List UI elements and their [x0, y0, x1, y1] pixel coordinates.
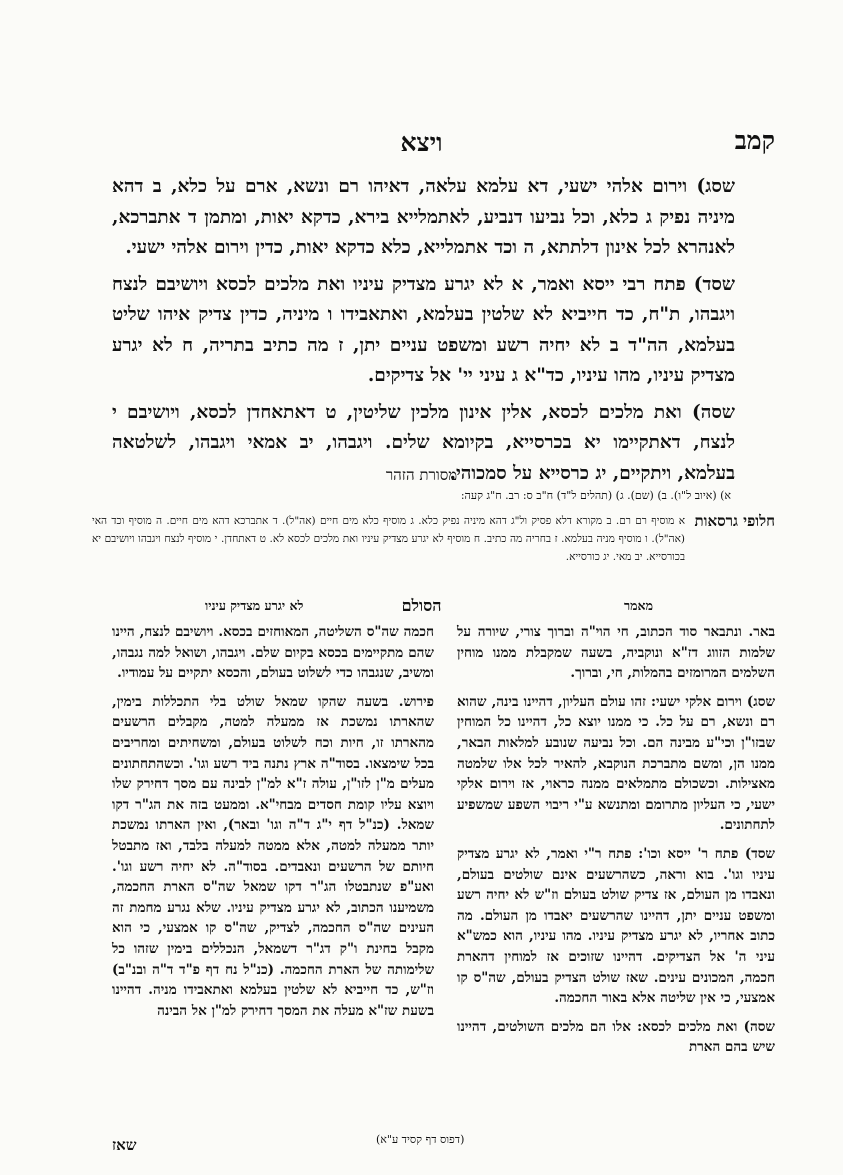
catchword: שאז [112, 1136, 137, 1154]
sulam-left-column [112, 622, 434, 1029]
sulam-paragraph: חכמה שה"ס השליטה, המאוחזים בכסא. ויושיבם לנצח, היינו שהם מתקיימים בכסא בקיום שלם. ויגבהו, ושואל למה נגבהו, ומשיב, שנגבהו כדי לשלוט בעולם, והכסא יתקיים על עמודיו. [112, 624, 434, 682]
sulam-paragraph: שסד) פתח ר' ייסא וכו': פתח ר"י ואמר, לא יגרע מצדיק עיניו וגו'. בוא וראה, כשהרשעים אינם שולטים בעולם, ונאבדו מן העולם, אז צדיק שולט בעולם וז"ש לא יחיה רשע ומשפט עניים יתן, דהיינו שהרשעים יאבדו מן העולם. מה כתוב אחריו, לא יגרע מצדיק עיניו. מהו עיניו, הוא כמש"א עיני ה' אל הצדיקים. דהיינו שזוכים אז למוחין דהארת חכמה, המכונים עינים. שאז שולט הצדיק בעולם, שה"ס קו אמצעי, כי אין שליטה אלא באור החכמה. [457, 845, 775, 1007]
sulam-paragraph: שסג) וירום אלקי ישעי: זהו עולם העליון, דהיינו בינה, שהוא רם ונשא, רם על כל. כי ממנו יוצא כל, דהיינו כל המוחין שבזו"ן וכי"ע מבינה הם. וכל נביעה שנובע למלאות הבאר, ממנו הן, ומשם מתברכת הנוקבא, להאיר לכל אלו שלמטה מאצילות. וכשכולם מתמלאים ממנה כראוי, אז וירום אלקי ישעי, כי העליון מתרומם ומתנשא ע"י ריבוי השפע שמשפיע לתחתונים. [457, 693, 775, 834]
girsaot-text: א מוסיף רם רם. ב מקורא דלא פסיק ול"ג דהא מיניה נפיק כלא. ג מוסיף כלא מים חיים (אה"ל). ד אתברכא דהא מים חיים. ה מוסיף וכד האי (אה"ל). ו מוסיף מניה בעלמא. ז בחריה מה כתיב. ח מוסיף לא יגרע מצדיק עיניו ואת מלכים לכסא לא. ט דאתחדן. י מוסיף לנצח ויגבהו ויושיבם יא בכורסייא. יב מאי. יג כורסייא. [92, 515, 685, 563]
paragraph-364: שסד) פתח רבי ייסא ואמר, א לא יגרע מצדיק עיניו ואת מלכים לכסא ויושיבם לנצח ויגבהו, ת"ח, כד חייביא לא שלטין בעלמא, ואתאבידו ו מיניה, כדין צדיק איהו שליט בעלמא, הה"ד ב לא יחיה רשע ומשפט עניים יתן, ז מה כתיב בתריה, ח לא יגרע מצדיק עיניו, מהו עיניו, כד"א ג עיני יי' אל צדיקים. [112, 273, 735, 386]
column-header-left: לא יגרע מצדיק עיניו [205, 598, 304, 613]
girsaot-title: חלופי גרסאות [694, 512, 775, 530]
mesorah-text: א) (איוב ל"ו). ב) (שם). ג) (תהלים ל"ד) ח"ב ס: רב. ח"ג קעה: [460, 489, 731, 502]
paragraph-363: שסג) וירום אלהי ישעי, דא עלמא עלאה, דאיהו רם ונשא, ארם על כלא, ב דהא מיניה נפיק ג כלא, וכל נביעו דנביע, לאתמלייא בירא, כדקא יאות, ומתמן ד אתברכא, לאנהרא לכל אינון דלתתא, ה וכד אתמלייא, כלא כדקא יאות, כדין וירום אלהי ישעי. [112, 176, 735, 258]
zohar-main-text [112, 172, 735, 495]
column-header-maamar: מאמר [624, 598, 653, 613]
sulam-paragraph: שסה) ואת מלכים לכסא: אלו הם מלכים השולטים, דהיינו שיש בהם הארת [457, 1018, 775, 1056]
page-number: קמב [734, 126, 775, 155]
column-header-sulam: הסולם [401, 596, 442, 615]
sulam-paragraph: באר. ונתבאר סוד הכתוב, חי הוי"ה וברוך צורי, שיורה על שלמות הזווג דז"א ונוקביה, בשעה שמקבלת ממנו מוחין השלמים המרומזים בהמלות, חי, וברוך. [457, 624, 775, 682]
parasha-title: ויצא [400, 128, 443, 157]
mesorah-title: מסורת הזהר [385, 466, 458, 484]
sulam-paragraph: פירוש. בשעה שהקו שמאל שולט בלי התכללות בימין, שהארתו נמשכת אז ממעלה למטה, מקבלים הרשעים מהארתו זו, חיות וכח לשלוט בעולם, ומשחיתים ומחריבים בכל שימצאו. בסוד"ה ארץ נתנה ביד רשע וגו'. וכשהתחתונים מעלים מ"ן לזו"ן, עולה ז"א למ"ן לבינה עם מסך דחירק שלו ויוצא עליו קומת חסדים מבחי"א. וממעט בזה את הג"ר דקו שמאל. (כנ"ל דף י"ג ד"ה וגו' ובאר), ואין הארתו נמשכת יותר ממעלה למטה, אלא ממטה למעלה בלבד, ואז מתבטל חיותם של הרשעים ונאבדים. בסוד"ה. לא יחיה רשע וגו'. ואע"פ שנתבטלו הג"ר דקו שמאל שה"ס הארת החכמה, משמיענו הכתוב, לא יגרע מצדיק עיניו. שלא נגרע מחמת זה העינים שה"ס החכמה, לצדיק, שה"ס קו אמצעי, כי הוא מקבל בחינת ו"ק דג"ר דשמאל, הנכללים בימין שזהו כל שלימותה של הארת החכמה. (כנ"ל נח דף פ"ד ד"ה ובנ"ב) וז"ש, כד חייביא לא שלטין בעלמא ואתאבידו מניה. דהיינו בשעת שז"א מעלה את המסך דחירק למ"ן אל הבינה [112, 693, 434, 1019]
paragraph-365: שסה) ואת מלכים לכסא, אלין אינון מלכין שליטין, ט דאתאחדן לכסא, ויושיבם י לנצח, דאתקיימו יא בכרסייא, בקיומא שלים. ויגבהו, יב אמאי ויגבהו, לשלטאה בעלמא, ויתקיים, יג כרסייא על סמכוהי. [112, 401, 735, 484]
print-reference: (דפוס דף קסיד ע"א) [376, 1133, 465, 1146]
sulam-right-column [457, 622, 775, 1066]
